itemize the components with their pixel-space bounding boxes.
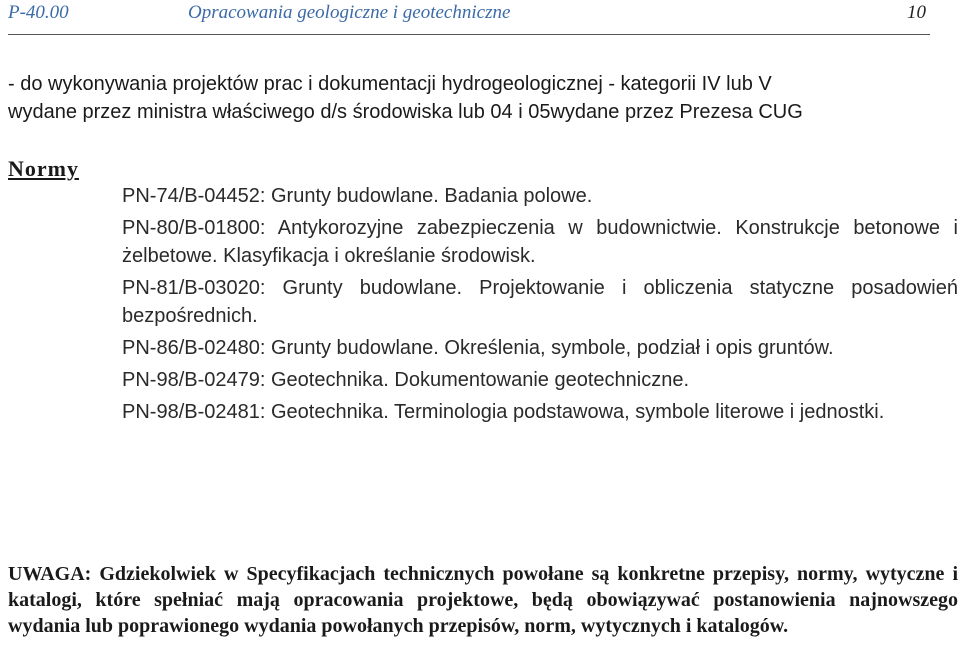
norm-item: PN-81/B-03020: Grunty budowlane. Projektowanie i obliczenia statyczne posadowień bezpośrednich.: [122, 277, 958, 327]
document-code: P-40.00: [8, 2, 69, 23]
norm-item: PN-98/B-02479: Geotechnika. Dokumentowanie geotechniczne.: [122, 369, 690, 391]
section-heading-norms: Normy: [8, 156, 79, 181]
warning-note: UWAGA: Gdziekolwiek w Specyfikacjach technicznych powołane są konkretne przepisy, normy, wytyczne i katalogi, które spełniać mają opracowania projektowe, będą obowiązywać postanowienia najnowszego wydania lub poprawionego wydania powołanych przepisów, norm, wytycznych i katalogów.: [8, 563, 958, 637]
norm-item: PN-80/B-01800: Antykorozyjne zabezpieczenia w budownictwie. Konstrukcje betonowe i żelbetowe. Klasyfikacja i określanie środowisk.: [122, 217, 958, 267]
norm-item: PN-98/B-02481: Geotechnika. Terminologia podstawowa, symbole literowe i jednostki.: [122, 401, 885, 423]
intro-paragraph: [8, 70, 938, 126]
norm-item: PN-74/B-04452: Grunty budowlane. Badania polowe.: [122, 185, 593, 207]
norm-item: PN-86/B-02480: Grunty budowlane. Określenia, symbole, podział i opis gruntów.: [122, 337, 834, 359]
intro-line: wydane przez ministra właściwego d/s środowiska lub 04 i 05wydane przez Prezesa CUG: [8, 101, 803, 123]
intro-line: - do wykonywania projektów prac i dokumentacji hydrogeologicznej - kategorii IV lub V: [8, 73, 772, 95]
document-title: Opracowania geologiczne i geotechniczne: [188, 2, 511, 23]
page-header: [8, 0, 930, 35]
norms-list: [122, 182, 958, 426]
page-number: 10: [907, 2, 926, 23]
